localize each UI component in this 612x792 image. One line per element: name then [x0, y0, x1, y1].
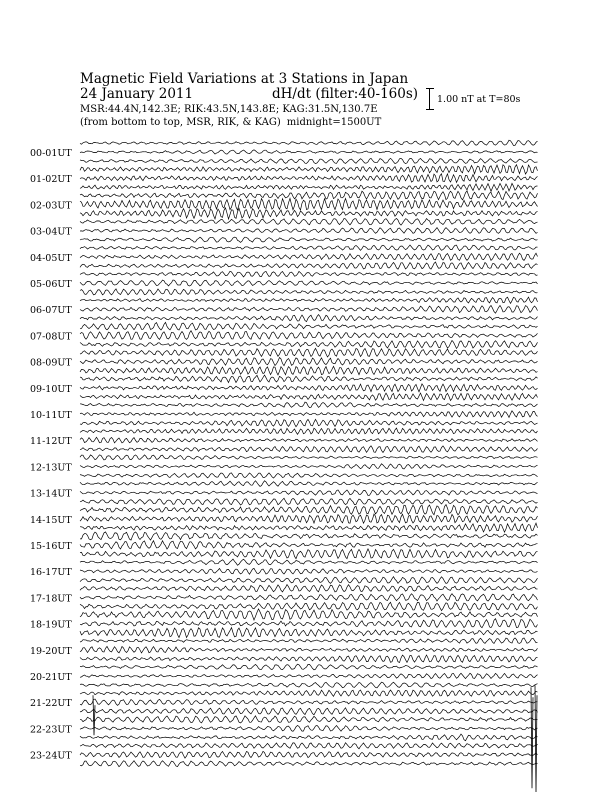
- trace-05-06UT-MSR: [80, 289, 538, 295]
- hour-label-12-13UT: 12-13UT: [30, 462, 72, 474]
- hour-label-13-14UT: 13-14UT: [30, 488, 72, 500]
- hour-label-16-17UT: 16-17UT: [30, 567, 72, 579]
- trace-07-08UT-KAG: [80, 322, 538, 330]
- trace-07-08UT-RIK: [80, 331, 538, 340]
- trace-23-24UT-MSR: [80, 761, 538, 767]
- hour-label-17-18UT: 17-18UT: [30, 593, 72, 605]
- trace-04-05UT-KAG: [80, 245, 538, 251]
- midnight-note: midnight=1500UT: [286, 117, 382, 128]
- trace-23-24UT-KAG: [80, 743, 538, 749]
- hour-label-18-19UT: 18-19UT: [30, 619, 72, 631]
- trace-03-04UT-MSR: [80, 237, 538, 242]
- trace-10-11UT-RIK: [80, 411, 538, 418]
- hour-label-06-07UT: 06-07UT: [30, 305, 72, 317]
- hour-label-20-21UT: 20-21UT: [30, 672, 72, 683]
- hour-label-11-12UT: 11-12UT: [30, 436, 72, 448]
- trace-11-12UT-MSR: [80, 446, 538, 453]
- hour-label-03-04UT: 03-04UT: [30, 226, 72, 238]
- station-list: MSR:44.4N,142.3E; RIK:43.5N,143.8E; KAG:31.5N,130.7E: [80, 104, 378, 115]
- trace-22-23UT-RIK: [80, 725, 538, 731]
- trace-20-21UT-RIK: [80, 673, 538, 678]
- trace-10-11UT-MSR: [80, 419, 538, 426]
- trace-01-02UT-KAG: [80, 165, 538, 174]
- trace-05-06UT-RIK: [80, 280, 538, 286]
- hour-label-01-02UT: 01-02UT: [30, 174, 72, 186]
- hour-label-15-16UT: 15-16UT: [30, 541, 72, 552]
- trace-09-10UT-MSR: [80, 393, 538, 400]
- trace-06-07UT-RIK: [80, 306, 538, 314]
- trace-18-19UT-RIK: [80, 619, 538, 628]
- trace-11-12UT-KAG: [80, 428, 538, 434]
- hour-label-14-15UT: 14-15UT: [30, 514, 72, 526]
- trace-09-10UT-RIK: [80, 384, 538, 392]
- trace-14-15UT-RIK: [80, 514, 538, 523]
- trace-21-22UT-MSR: [80, 708, 538, 715]
- trace-03-04UT-RIK: [80, 228, 538, 234]
- hour-label-10-11UT: 10-11UT: [30, 410, 72, 421]
- trace-02-03UT-MSR: [80, 208, 538, 219]
- hour-label-07-08UT: 07-08UT: [30, 331, 72, 343]
- trace-06-07UT-KAG: [80, 297, 538, 303]
- chart-title: Magnetic Field Variations at 3 Stations in Japan: [80, 71, 409, 87]
- trace-18-19UT-KAG: [80, 609, 538, 620]
- trace-15-16UT-MSR: [80, 549, 538, 559]
- trace-08-09UT-KAG: [80, 348, 538, 357]
- hour-label-22-23UT: 22-23UT: [30, 724, 72, 736]
- trace-19-20UT-KAG: [80, 638, 538, 644]
- trace-20-21UT-KAG: [80, 664, 538, 670]
- trace-11-12UT-RIK: [80, 437, 538, 443]
- hour-label-09-10UT: 09-10UT: [30, 383, 72, 395]
- trace-12-13UT-KAG: [80, 455, 538, 460]
- trace-00-01UT-RIK: [80, 150, 538, 154]
- trace-06-07UT-MSR: [80, 315, 538, 322]
- trace-14-15UT-MSR: [80, 523, 538, 532]
- hour-label-08-09UT: 08-09UT: [30, 357, 72, 369]
- trace-00-01UT-KAG: [80, 140, 538, 145]
- hour-label-00-01UT: 00-01UT: [30, 148, 72, 159]
- trace-04-05UT-MSR: [80, 262, 538, 269]
- trace-16-17UT-RIK: [80, 568, 538, 574]
- trace-13-14UT-MSR: [80, 498, 538, 505]
- trace-19-20UT-RIK: [80, 646, 538, 653]
- trace-00-01UT-MSR: [80, 158, 538, 163]
- hour-label-05-06UT: 05-06UT: [30, 279, 72, 290]
- chart-quantity: dH/dt (filter:40-160s): [272, 86, 419, 102]
- trace-23-24UT-RIK: [80, 751, 538, 758]
- trace-08-09UT-RIK: [80, 358, 538, 366]
- trace-19-20UT-MSR: [80, 655, 538, 663]
- trace-22-23UT-KAG: [80, 716, 538, 723]
- trace-16-17UT-KAG: [80, 559, 538, 565]
- trace-02-03UT-RIK: [80, 198, 538, 210]
- trace-20-21UT-MSR: [80, 682, 538, 688]
- trace-15-16UT-RIK: [80, 541, 538, 549]
- trace-16-17UT-MSR: [80, 577, 538, 584]
- trace-12-13UT-RIK: [80, 464, 538, 469]
- trace-22-23UT-MSR: [80, 734, 538, 741]
- trace-03-04UT-KAG: [80, 219, 538, 226]
- trace-02-03UT-KAG: [80, 191, 538, 200]
- trace-17-18UT-RIK: [80, 594, 538, 601]
- trace-10-11UT-KAG: [80, 402, 538, 408]
- trace-13-14UT-RIK: [80, 490, 538, 496]
- trace-05-06UT-KAG: [80, 271, 538, 277]
- trace-17-18UT-KAG: [80, 585, 538, 592]
- trace-01-02UT-MSR: [80, 183, 538, 191]
- trace-15-16UT-KAG: [80, 532, 538, 540]
- trace-01-02UT-RIK: [80, 174, 538, 183]
- trace-21-22UT-KAG: [80, 690, 538, 696]
- trace-08-09UT-MSR: [80, 366, 538, 375]
- trace-17-18UT-MSR: [80, 602, 538, 610]
- hour-label-04-05UT: 04-05UT: [30, 252, 72, 264]
- trace-07-08UT-MSR: [80, 341, 538, 349]
- order-note: (from bottom to top, MSR, RIK, & KAG): [80, 117, 281, 128]
- trace-04-05UT-RIK: [80, 253, 538, 260]
- hour-label-23-24UT: 23-24UT: [30, 750, 72, 762]
- trace-21-22UT-RIK: [80, 699, 538, 705]
- scale-label: 1.00 nT at T=80s: [437, 94, 521, 105]
- trace-13-14UT-KAG: [80, 481, 538, 487]
- hour-label-21-22UT: 21-22UT: [30, 698, 72, 710]
- trace-12-13UT-MSR: [80, 473, 538, 478]
- hour-label-02-03UT: 02-03UT: [30, 200, 72, 212]
- trace-18-19UT-MSR: [80, 628, 538, 638]
- chart-date: 24 January 2011: [80, 86, 194, 102]
- trace-14-15UT-KAG: [80, 505, 538, 515]
- spike-2: [93, 695, 95, 735]
- spike-1: [535, 685, 537, 792]
- hour-label-19-20UT: 19-20UT: [30, 645, 72, 657]
- trace-09-10UT-KAG: [80, 375, 538, 382]
